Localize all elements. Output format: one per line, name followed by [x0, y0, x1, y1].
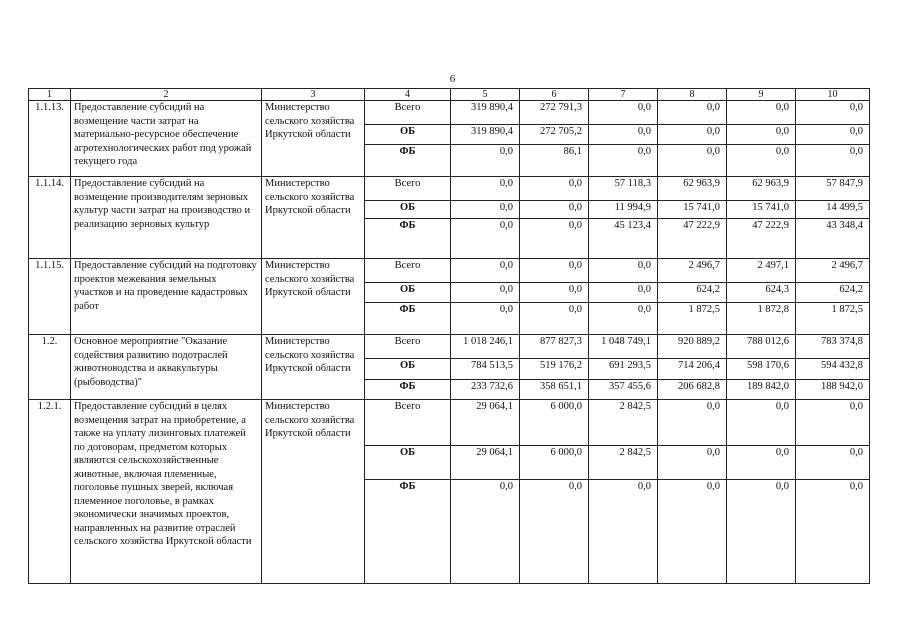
funding-source: ОБ [365, 201, 451, 219]
value-cell: 358 651,1 [520, 380, 589, 400]
table-row [29, 259, 870, 283]
measure-name: Предоставление субсидий на возмещение части затрат на материально-ресурсное обеспечение агротехнологических работ под урожай текущего года [71, 101, 262, 177]
value-cell: 691 293,5 [589, 359, 658, 380]
funding-source: ОБ [365, 359, 451, 380]
value-cell: 0,0 [796, 101, 870, 125]
value-cell: 2 842,5 [589, 446, 658, 480]
measure-name: Основное мероприятие "Оказание содействия развитию подотраслей животноводства и аквакультуры (рыбоводства)" [71, 335, 262, 400]
row-number: 1.1.14. [29, 177, 71, 259]
value-cell: 0,0 [451, 145, 520, 177]
funding-source: ФБ [365, 219, 451, 259]
value-cell: 57 847,9 [796, 177, 870, 201]
funding-source: ОБ [365, 446, 451, 480]
funding-source: ФБ [365, 380, 451, 400]
column-header: 5 [451, 89, 520, 101]
table-row [29, 400, 870, 446]
value-cell: 319 890,4 [451, 125, 520, 145]
value-cell: 272 705,2 [520, 125, 589, 145]
value-cell: 0,0 [451, 303, 520, 335]
funding-source: ФБ [365, 480, 451, 584]
value-cell: 14 499,5 [796, 201, 870, 219]
column-header: 6 [520, 89, 589, 101]
value-cell: 0,0 [796, 400, 870, 446]
measure-name: Предоставление субсидий на подготовку проектов межевания земельных участков и на проведение кадастровых работ [71, 259, 262, 335]
executor: Министерство сельского хозяйства Иркутской области [262, 177, 365, 259]
value-cell: 714 206,4 [658, 359, 727, 380]
row-number: 1.1.13. [29, 101, 71, 177]
value-cell: 0,0 [451, 177, 520, 201]
value-cell: 15 741,0 [727, 201, 796, 219]
measure-name: Предоставление субсидий на возмещение производителям зерновых культур части затрат на производство и реализацию зерновых культур [71, 177, 262, 259]
value-cell: 11 994,9 [589, 201, 658, 219]
funding-source: Всего [365, 259, 451, 283]
row-number: 1.2. [29, 335, 71, 400]
value-cell: 62 963,9 [658, 177, 727, 201]
value-cell: 1 048 749,1 [589, 335, 658, 359]
page-number: 6 [449, 73, 456, 85]
value-cell: 0,0 [658, 446, 727, 480]
value-cell: 2 496,7 [658, 259, 727, 283]
value-cell: 0,0 [520, 177, 589, 201]
value-cell: 0,0 [589, 283, 658, 303]
value-cell: 357 455,6 [589, 380, 658, 400]
value-cell: 624,2 [796, 283, 870, 303]
value-cell: 0,0 [589, 480, 658, 584]
value-cell: 57 118,3 [589, 177, 658, 201]
value-cell: 1 872,5 [796, 303, 870, 335]
value-cell: 43 348,4 [796, 219, 870, 259]
value-cell: 29 064,1 [451, 400, 520, 446]
value-cell: 0,0 [520, 201, 589, 219]
value-cell: 784 513,5 [451, 359, 520, 380]
column-header: 1 [29, 89, 71, 101]
table-row [29, 335, 870, 359]
value-cell: 0,0 [520, 283, 589, 303]
value-cell: 877 827,3 [520, 335, 589, 359]
value-cell: 783 374,8 [796, 335, 870, 359]
value-cell: 0,0 [727, 101, 796, 125]
value-cell: 6 000,0 [520, 400, 589, 446]
value-cell: 0,0 [796, 480, 870, 584]
value-cell: 0,0 [658, 480, 727, 584]
value-cell: 189 842,0 [727, 380, 796, 400]
value-cell: 0,0 [451, 283, 520, 303]
column-header: 9 [727, 89, 796, 101]
funding-source: Всего [365, 177, 451, 201]
value-cell: 0,0 [520, 303, 589, 335]
row-number: 1.1.15. [29, 259, 71, 335]
executor: Министерство сельского хозяйства Иркутской области [262, 335, 365, 400]
value-cell: 0,0 [451, 219, 520, 259]
value-cell: 2 496,7 [796, 259, 870, 283]
value-cell: 594 432,8 [796, 359, 870, 380]
value-cell: 0,0 [796, 446, 870, 480]
value-cell: 0,0 [451, 201, 520, 219]
value-cell: 0,0 [658, 400, 727, 446]
value-cell: 29 064,1 [451, 446, 520, 480]
column-header: 3 [262, 89, 365, 101]
value-cell: 0,0 [796, 125, 870, 145]
column-header: 7 [589, 89, 658, 101]
value-cell: 0,0 [727, 400, 796, 446]
value-cell: 0,0 [658, 145, 727, 177]
funding-source: ОБ [365, 283, 451, 303]
column-numbers-row [29, 89, 870, 101]
value-cell: 0,0 [589, 259, 658, 283]
value-cell: 0,0 [520, 219, 589, 259]
value-cell: 0,0 [658, 101, 727, 125]
value-cell: 1 872,5 [658, 303, 727, 335]
table-row [29, 101, 870, 125]
value-cell: 272 791,3 [520, 101, 589, 125]
value-cell: 0,0 [451, 480, 520, 584]
funding-source: Всего [365, 335, 451, 359]
column-header: 10 [796, 89, 870, 101]
value-cell: 0,0 [796, 145, 870, 177]
value-cell: 188 942,0 [796, 380, 870, 400]
value-cell: 0,0 [727, 125, 796, 145]
value-cell: 0,0 [520, 480, 589, 584]
value-cell: 0,0 [727, 446, 796, 480]
value-cell: 62 963,9 [727, 177, 796, 201]
value-cell: 206 682,8 [658, 380, 727, 400]
funding-source: Всего [365, 101, 451, 125]
column-header: 2 [71, 89, 262, 101]
value-cell: 0,0 [658, 125, 727, 145]
value-cell: 598 170,6 [727, 359, 796, 380]
value-cell: 788 012,6 [727, 335, 796, 359]
value-cell: 47 222,9 [658, 219, 727, 259]
value-cell: 47 222,9 [727, 219, 796, 259]
value-cell: 86,1 [520, 145, 589, 177]
executor: Министерство сельского хозяйства Иркутской области [262, 259, 365, 335]
value-cell: 0,0 [589, 145, 658, 177]
executor: Министерство сельского хозяйства Иркутской области [262, 400, 365, 584]
funding-source: ОБ [365, 125, 451, 145]
table-row [29, 177, 870, 201]
value-cell: 519 176,2 [520, 359, 589, 380]
funding-source: ФБ [365, 145, 451, 177]
value-cell: 1 872,8 [727, 303, 796, 335]
value-cell: 0,0 [589, 303, 658, 335]
measure-name: Предоставление субсидий в целях возмещения затрат на приобретение, а также на уплату лизинговых платежей по договорам, предметом которых являются сельскохозяйственные животные, включая племенные, поголовье пушных зверей, включая племенное поголовье, в рамках экономически значимых проектов, направленных на развитие отраслей сельского хозяйства Иркутской области [71, 400, 262, 584]
value-cell: 45 123,4 [589, 219, 658, 259]
value-cell: 0,0 [520, 259, 589, 283]
executor: Министерство сельского хозяйства Иркутской области [262, 101, 365, 177]
value-cell: 0,0 [589, 101, 658, 125]
value-cell: 0,0 [727, 145, 796, 177]
funding-source: ФБ [365, 303, 451, 335]
value-cell: 15 741,0 [658, 201, 727, 219]
funding-source: Всего [365, 400, 451, 446]
value-cell: 233 732,6 [451, 380, 520, 400]
value-cell: 624,2 [658, 283, 727, 303]
budget-table [28, 88, 870, 584]
value-cell: 0,0 [589, 125, 658, 145]
value-cell: 0,0 [727, 480, 796, 584]
row-number: 1.2.1. [29, 400, 71, 584]
value-cell: 6 000,0 [520, 446, 589, 480]
value-cell: 319 890,4 [451, 101, 520, 125]
value-cell: 0,0 [451, 259, 520, 283]
value-cell: 2 497,1 [727, 259, 796, 283]
value-cell: 920 889,2 [658, 335, 727, 359]
value-cell: 2 842,5 [589, 400, 658, 446]
value-cell: 624,3 [727, 283, 796, 303]
value-cell: 1 018 246,1 [451, 335, 520, 359]
column-header: 4 [365, 89, 451, 101]
column-header: 8 [658, 89, 727, 101]
